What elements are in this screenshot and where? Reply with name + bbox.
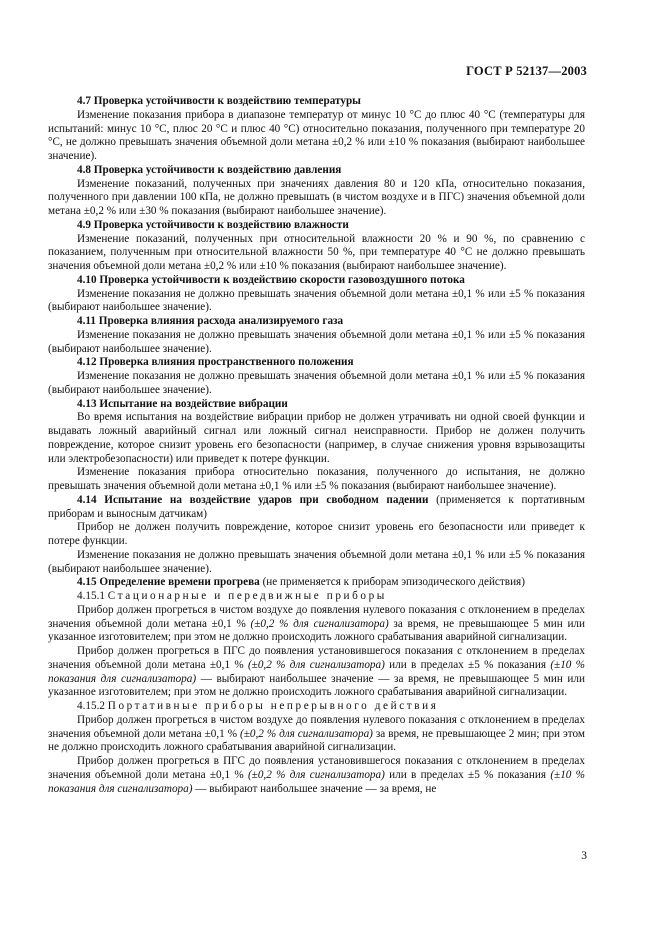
text-run: за время, не превышающее 2 мин; при этом не должно происходить ложного срабатывания аварийной сигнализации.	[48, 727, 586, 754]
section-4-14-text-2: Изменение показания не должно превышать значения объемной доли метана ±0,1 % или ±5 % показания (выбирают наибольшее значение).	[48, 548, 585, 575]
text-run: за время, не превышающее 5 мин или указанное изготовителем; при этом не должно происходить ложного срабатывания аварийной сигнализации.	[48, 617, 585, 644]
section-4-9-title: 4.9 Проверка устойчивости к воздействию влажности	[77, 218, 349, 231]
section-4-15-1-number: 4.15.1	[77, 590, 108, 602]
italic-run: (±0,2 % для сигнализатора)	[247, 658, 385, 671]
text-run: Прибор должен прогреться в чистом воздухе до появления нулевого показания с отклонением в пределах значения объемной доли метана ±0,1 %	[48, 713, 585, 740]
section-4-15-2-number: 4.15.2	[77, 700, 108, 712]
section-4-15-2-title: Портативные приборы непрерывного действия	[107, 700, 439, 712]
section-4-15-2-heading	[48, 700, 585, 714]
section-4-15-heading	[48, 576, 585, 590]
section-4-15-1-para-2	[48, 645, 585, 700]
section-4-13-text-1: Во время испытания на воздействие вибрации прибор не должен утрачивать ни одной своей функции и выдавать ложный аварийный сигнал или ложный сигнал неисправности. Прибор не должен получить повреждение, которое снизит уровень его безопасности (например, в случае снижения уровня взрывозащиты или электробезопасности) или приведет к потере функции.	[48, 411, 585, 465]
section-4-10-title: 4.10 Проверка устойчивости к воздействию скорости газовоздушного потока	[77, 273, 465, 286]
section-4-15-1-title: Стационарные и передвижные приборы	[107, 590, 387, 602]
text-run: — выбирают наибольшее значение — за время, не превышающее 5 мин или указанное изготовителем; при этом не должно происходить ложного срабатывания аварийной сигнализации.	[48, 672, 585, 699]
section-4-14-title: 4.14 Испытание на воздействие ударов при свободном падении	[77, 493, 429, 506]
section-4-15-1-heading	[48, 590, 585, 604]
section-4-11-title: 4.11 Проверка влияния расхода анализируемого газа	[77, 315, 344, 327]
italic-run: (±0,2 % для сигнализатора)	[250, 617, 389, 630]
section-4-15-2-para-1	[48, 714, 585, 755]
section-4-8-text: Изменение показаний, полученных при значениях давления 80 и 120 кПа, относительно показания, полученного при давлении 100 кПа, не должно превышать (в чистом воздухе и в ПГС) значения объемной доли метана ±0,2 % или ±30 % показания (выбирают наибольшее значение).	[48, 177, 585, 217]
section-4-13-title: 4.13 Испытание на воздействие вибрации	[77, 397, 288, 410]
section-4-14-text-1: Прибор не должен получить повреждение, которое снизит уровень его безопасности или приведет к потере функции.	[48, 521, 585, 547]
text-run: — выбирают наибольшее значение — за время, не	[192, 782, 437, 795]
section-4-12-text: Изменение показания не должно превышать значения объемной доли метана ±0,1 % или ±5 % показания (выбирают наибольшее значение).	[48, 370, 585, 396]
section-4-10-text: Изменение показания не должно превышать значения объемной доли метана ±0,1 % или ±5 % показания (выбирают наибольшее значение).	[48, 287, 585, 314]
text-run: Прибор должен прогреться в ПГС до появления установившегося показания с отклонением в пределах значения объемной доли метана ±0,1 %	[48, 645, 585, 671]
section-4-13-text-2: Изменение показания прибора относительно показания, полученного до испытания, не должно превышать значения объемной доли метана ±0,1 % или ±5 % показания (выбирают наибольшее значение).	[48, 466, 585, 492]
section-4-7-text: Изменение показания прибора в диапазоне температур от минус 10 °С до плюс 40 °С (температуры для испытаний: минус 10 °С, плюс 20 °С и плюс 40 °С) относительно показания, полученного при температуре 20 °С, не должно превышать значения объемной доли метана ±0,2 % или ±10 % показания (выбирают наибольшее значение).	[48, 108, 585, 162]
section-4-14-scope: (применяется к портативным приборам и выносным датчикам)	[48, 493, 585, 520]
section-4-7-title: 4.7 Проверка устойчивости к воздействию температуры	[77, 95, 361, 107]
text-run: Прибор должен прогреться в ПГС до появления установившегося показания с отклонением в пределах значения объемной доли метана ±0,1 %	[48, 755, 585, 781]
text-run: или в пределах ±5 % показания	[384, 658, 551, 671]
section-4-8-title: 4.8 Проверка устойчивости к воздействию давления	[77, 163, 342, 176]
section-4-14-heading	[48, 494, 585, 522]
section-4-9-text: Изменение показаний, полученных при относительной влажности 20 % и 90 %, по сравнению с показанием, полученным при относительной влажности 50 %, при температуре 40 °С не должно превышать значения объемной доли метана ±0,2 % или ±10 % показания (выбирают наибольшее значение).	[48, 232, 585, 272]
italic-run: (±10 % показания для сигнализатора)	[48, 768, 585, 795]
section-4-15-scope: (не применяется к приборам эпизодического действия)	[259, 576, 525, 589]
italic-run: (±0,2 % для сигнализатора)	[240, 727, 373, 740]
italic-run: (±10 % показания для сигнализатора)	[48, 658, 585, 685]
section-4-11-text: Изменение показания не должно превышать значения объемной доли метана ±0,1 % или ±5 % показания (выбирают наибольшее значение).	[48, 328, 585, 355]
section-4-12-title: 4.12 Проверка влияния пространственного положения	[77, 356, 354, 369]
italic-run: (±0,2 % для сигнализатора)	[247, 768, 385, 781]
page-number: 3	[581, 850, 587, 862]
section-4-15-2-para-2	[48, 755, 585, 796]
standard-header: ГОСТ Р 52137—2003	[466, 64, 587, 78]
section-4-15-1-para-1	[48, 604, 585, 645]
section-4-15-title: 4.15 Определение времени прогрева	[77, 576, 260, 589]
text-run: Прибор должен прогреться в чистом воздухе до появления нулевого показания с отклонением в пределах значения объемной доли метана ±0,1 %	[48, 603, 585, 630]
page-content	[48, 95, 585, 796]
text-run: или в пределах ±5 % показания	[384, 768, 551, 781]
